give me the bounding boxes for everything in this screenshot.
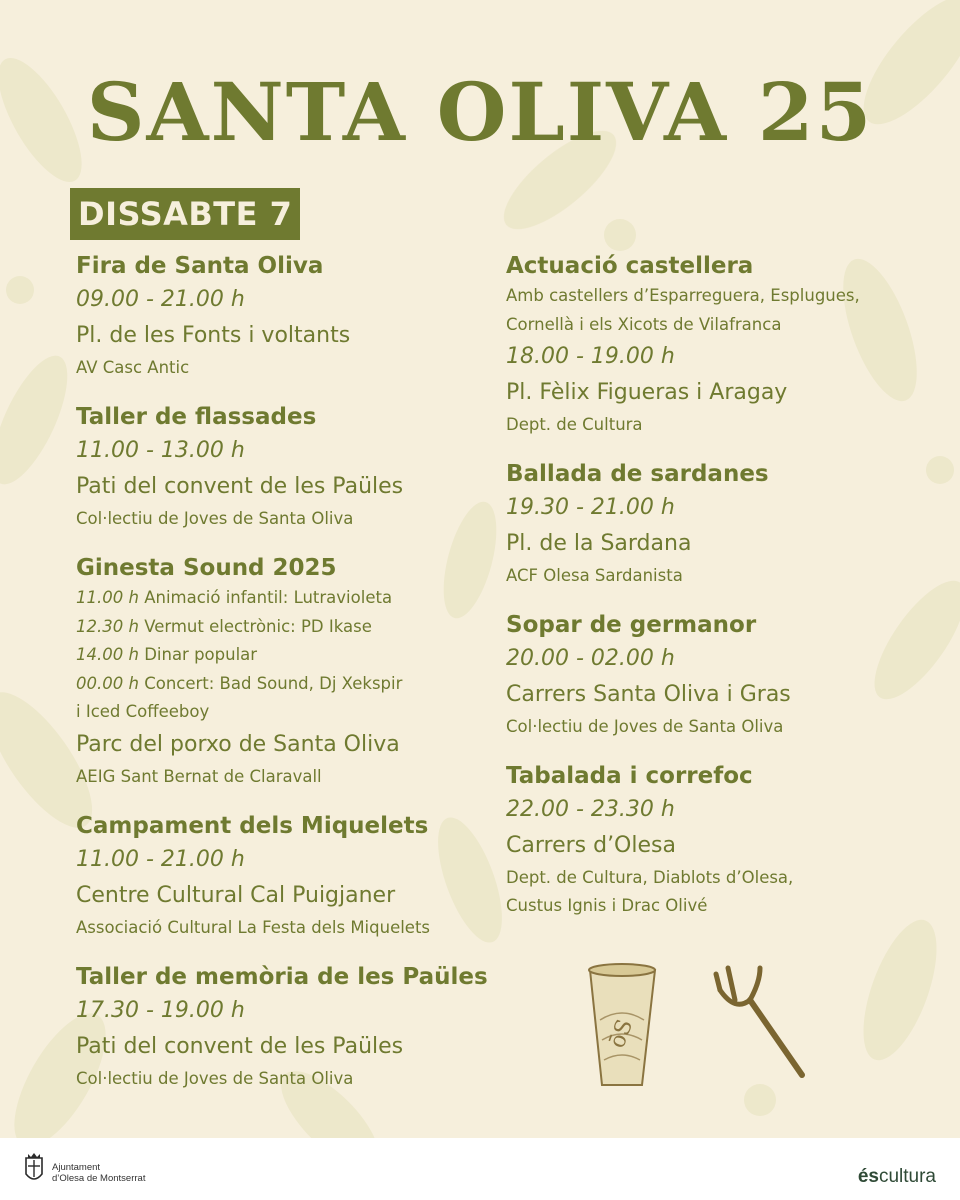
event-organizer: Col·lectiu de Joves de Santa Oliva — [76, 1068, 354, 1088]
event-title: Actuació castellera — [506, 253, 754, 279]
schedule-text: Animació infantil: Lutravioleta — [138, 588, 393, 607]
event-title: Tabalada i correfoc — [506, 763, 753, 789]
event-title: Fira de Santa Oliva — [76, 253, 324, 279]
event-title: Campament dels Miquelets — [76, 812, 429, 839]
schedule-time: 14.00 h — [76, 645, 139, 664]
event-title: Ginesta Sound 2025 — [76, 555, 337, 581]
event-item — [76, 961, 496, 1093]
schedule-time: 00.00 h — [76, 673, 139, 693]
events-column-right — [506, 250, 946, 939]
event-item — [506, 458, 946, 590]
event-title: Taller de memòria de les Paüles — [76, 963, 488, 990]
event-time: 20.00 - 02.00 h — [506, 646, 675, 671]
event-organizer: Col·lectiu de Joves de Santa Oliva — [76, 509, 354, 528]
brand-bold: és — [857, 1166, 879, 1187]
brand-rest: cultura — [878, 1166, 936, 1187]
event-organizer: Dept. de Cultura — [506, 415, 643, 434]
escultura-brand — [858, 1166, 936, 1188]
footer — [0, 1138, 960, 1200]
cup-icon — [589, 964, 655, 1085]
event-title: Ballada de sardanes — [506, 461, 769, 487]
schedule-text: Concert: Bad Sound, Dj Xekspir — [138, 673, 403, 693]
event-time: 11.00 - 21.00 h — [76, 846, 245, 872]
event-time: 22.00 - 23.30 h — [506, 797, 675, 822]
event-title: Taller de flassades — [76, 404, 317, 430]
event-place: Pl. de la Sardana — [506, 531, 692, 556]
event-place: Pl. de les Fonts i voltants — [76, 323, 351, 348]
event-organizer: AV Casc Antic — [76, 358, 190, 377]
event-item — [506, 250, 946, 439]
event-time: 18.00 - 19.00 h — [506, 344, 675, 369]
logo-line: Ajuntament — [52, 1162, 101, 1173]
town-shield-icon — [22, 1152, 46, 1186]
event-place: Pati del convent de les Paüles — [76, 474, 404, 499]
schedule-line — [76, 641, 496, 670]
town-hall-logo-text — [52, 1162, 145, 1184]
event-place: Parc del porxo de Santa Oliva — [76, 731, 400, 757]
schedule-line — [76, 670, 496, 699]
event-organizer: Dept. de Cultura, Diablots d’Olesa, — [506, 868, 794, 887]
event-title: Sopar de germanor — [506, 612, 757, 638]
schedule-time: 12.30 h — [76, 616, 139, 636]
event-item — [506, 760, 946, 920]
event-place: Carrers Santa Oliva i Gras — [506, 682, 791, 707]
event-item — [76, 250, 496, 382]
event-time: 09.00 - 21.00 h — [76, 287, 245, 312]
event-item — [76, 401, 496, 533]
event-place: Pati del convent de les Paüles — [76, 1033, 404, 1059]
event-organizer: Associació Cultural La Festa dels Miquelets — [76, 917, 431, 937]
event-item — [506, 609, 946, 741]
event-time: 11.00 - 13.00 h — [76, 438, 245, 463]
event-organizer: ACF Olesa Sardanista — [506, 566, 683, 585]
schedule-text: Vermut electrònic: PD Ikase — [138, 616, 372, 636]
fork-icon — [716, 968, 802, 1075]
event-place: Carrers d’Olesa — [506, 833, 676, 858]
event-organizer: Custus Ignis i Drac Olivé — [506, 896, 708, 915]
event-organizer: AEIG Sant Bernat de Claravall — [76, 766, 322, 786]
event-item — [76, 552, 496, 791]
schedule-text: Dinar popular — [138, 645, 258, 664]
schedule-line-continued: i Iced Coffeeboy — [76, 702, 210, 721]
event-place: Centre Cultural Cal Puigjaner — [76, 882, 396, 908]
svg-text:ōS: ōS — [604, 1016, 639, 1052]
logo-line: d’Olesa de Montserrat — [52, 1173, 146, 1184]
schedule-time: 11.00 h — [76, 588, 139, 607]
cup-and-fork-illustration — [570, 960, 820, 1090]
schedule-line — [76, 613, 496, 642]
event-item — [76, 810, 496, 942]
event-place: Pl. Fèlix Figueras i Aragay — [506, 380, 788, 405]
event-time: 17.30 - 19.00 h — [76, 997, 245, 1023]
events-column-left — [76, 250, 496, 1112]
page-title: SANTA OLIVA 25 — [86, 65, 874, 159]
event-time: 19.30 - 21.00 h — [506, 495, 675, 520]
event-organizer: Col·lectiu de Joves de Santa Oliva — [506, 717, 784, 736]
schedule-line — [76, 584, 496, 613]
day-badge: DISSABTE 7 — [70, 188, 300, 240]
event-description: Amb castellers d’Esparreguera, Esplugues, — [506, 286, 860, 305]
event-description: Cornellà i els Xicots de Vilafranca — [506, 314, 782, 334]
